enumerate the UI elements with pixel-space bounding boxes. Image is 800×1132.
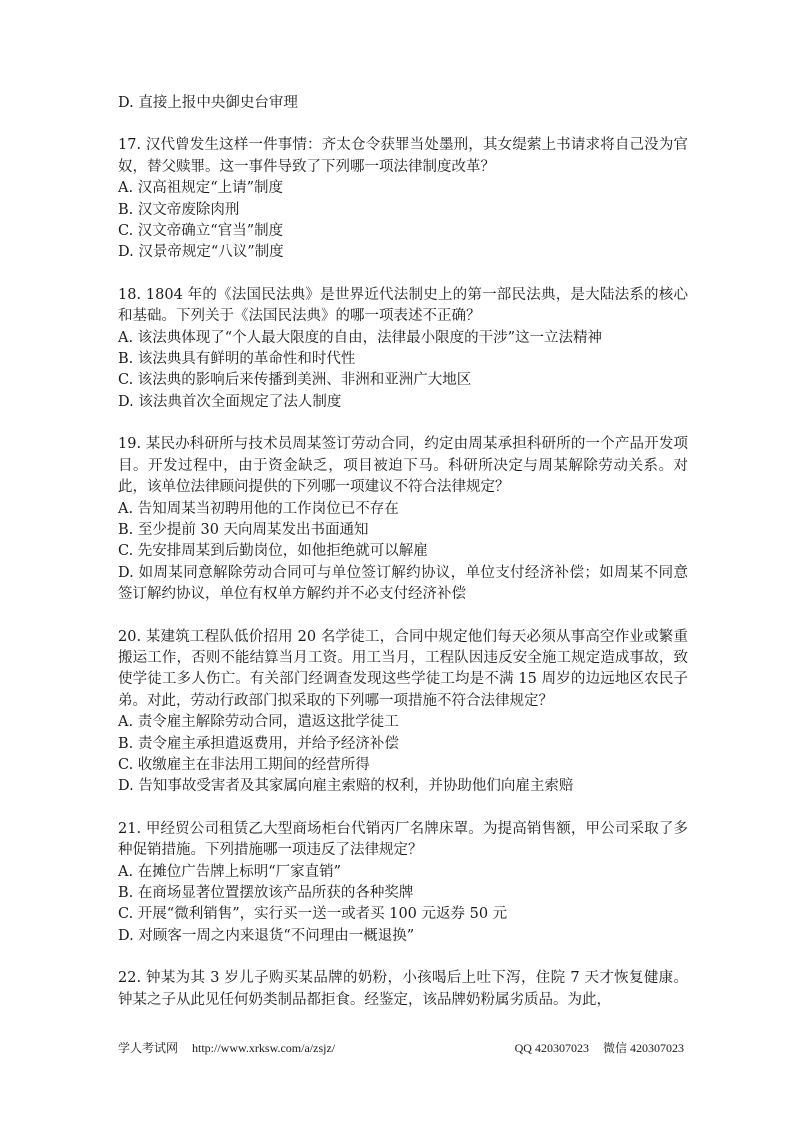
question-18 xyxy=(118,285,688,413)
option-d: D. 对顾客一周之内来退货“不问理由一概退换” xyxy=(118,927,415,944)
question-21 xyxy=(118,819,688,947)
question-text: 17. 汉代曾发生这样一件事情：齐太仓令获罪当处墨刑，其女缇萦上书请求将自己没为官奴，替父赎罪。这一事件导致了下列哪一项法律制度改革？ xyxy=(118,137,688,175)
option-a: A. 在摊位广告牌上标明“厂家直销” xyxy=(118,863,342,880)
option-a: A. 该法典体现了“个人最大限度的自由，法律最小限度的干涉”这一立法精神 xyxy=(118,329,603,346)
footer-wechat: 微信 420307023 xyxy=(602,1041,684,1055)
question-20 xyxy=(118,627,688,798)
option-c: C. 开展“微利销售”，实行买一送一或者买 100 元返券 50 元 xyxy=(118,906,508,923)
footer-url-link[interactable]: http://www.xrksw.com/a/zsjz/ xyxy=(192,1041,336,1055)
question-text: 20. 某建筑工程队低价招用 20 名学徒工，合同中规定他们每天必须从事高空作业或繁重搬运工作，否则不能结算当月工资。用工当月，工程队因违反安全施工规定造成事故，致使学徒工多人伤亡。有关部门经调查发现这些学徒工均是不满 15 周岁的边远地区农民子弟。对此，劳动行政部门拟采取的下列哪一项措施不符合法律规定？ xyxy=(118,628,688,709)
footer-site-name: 学人考试网 xyxy=(118,1041,179,1055)
option-c: C. 汉文帝确立“官当”制度 xyxy=(118,223,284,240)
option-b: B. 在商场显著位置摆放该产品所获的各种奖牌 xyxy=(118,885,414,901)
option-b: B. 该法典具有鲜明的革命性和时代性 xyxy=(118,351,356,368)
question-17 xyxy=(118,135,688,263)
option-c: C. 先安排周某到后勤岗位，如他拒绝就可以解雇 xyxy=(118,543,428,560)
question-22 xyxy=(118,968,688,1011)
footer-left xyxy=(118,1040,335,1056)
option-d: D. 汉景帝规定“八议”制度 xyxy=(118,244,284,261)
option-d: D. 如周某同意解除劳动合同可与单位签订解约协议，单位支付经济补偿；如周某不同意签订解约协议，单位有权单方解约并不必支付经济补偿 xyxy=(118,564,688,603)
question-19 xyxy=(118,434,688,605)
question-text: 19. 某民办科研所与技术员周某签订劳动合同，约定由周某承担科研所的一个产品开发项目。开发过程中，由于资金缺乏，项目被迫下马。科研所决定与周某解除劳动关系。对此，该单位法律顾问提供的下列哪一项建议不符合法律规定？ xyxy=(118,436,688,496)
previous-question-tail xyxy=(118,93,688,114)
question-text: 21. 甲经贸公司租赁乙大型商场柜台代销丙厂名牌床罩。为提高销售额，甲公司采取了多种促销措施。下列措施哪一项违反了法律规定？ xyxy=(118,820,688,859)
question-text: 18. 1804 年的《法国民法典》是世界近代法制史上的第一部民法典，是大陆法系的核心和基础。下列关于《法国民法典》的哪一项表述不正确？ xyxy=(118,286,688,325)
option-b: B. 至少提前 30 天向周某发出书面通知 xyxy=(118,521,369,538)
question-text: 22. 钟某为其 3 岁儿子购买某品牌的奶粉，小孩喝后上吐下泻，住院 7 天才恢复健康。钟某之子从此见任何奶类制品都拒食。经鉴定，该品牌奶粉属劣质品。为此， xyxy=(118,970,688,1008)
exam-page-body xyxy=(118,93,688,1032)
option-b: B. 责令雇主承担遣返费用，并给予经济补偿 xyxy=(118,735,399,752)
option-a: A. 汉高祖规定“上请”制度 xyxy=(118,180,284,197)
option-c: C. 收缴雇主在非法用工期间的经营所得 xyxy=(118,756,370,773)
option-c: C. 该法典的影响后来传播到美洲、非洲和亚洲广大地区 xyxy=(118,372,472,389)
footer-right xyxy=(515,1040,684,1056)
option-a: A. 告知周某当初聘用他的工作岗位已不存在 xyxy=(118,500,399,517)
option-line: D. 直接上报中央御史台审理 xyxy=(118,95,298,111)
option-a: A. 责令雇主解除劳动合同，遣返这批学徒工 xyxy=(118,714,399,731)
footer-qq: QQ 420307023 xyxy=(514,1041,589,1055)
option-d: D. 告知事故受害者及其家属向雇主索赔的权利，并协助他们向雇主索赔 xyxy=(118,778,574,795)
option-d: D. 该法典首次全面规定了法人制度 xyxy=(118,393,342,410)
option-b: B. 汉文帝废除肉刑 xyxy=(118,201,240,218)
